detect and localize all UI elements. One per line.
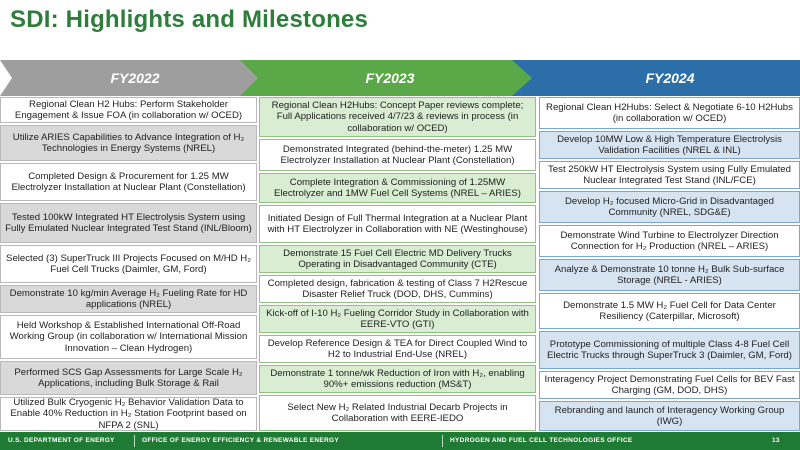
fy2023-item: Complete Integration & Commissioning of 1.25MW Electrolyzer and 1MW Fuel Cell Systems (NREL – ARIES) — [259, 173, 536, 203]
fy2024-item: Regional Clean H2Hubs: Select & Negotiate 6-10 H2Hubs (in collaboration w/ OCED) — [539, 97, 800, 129]
footer-divider — [442, 435, 443, 447]
fy2023-label: FY2023 — [365, 70, 415, 86]
fy2023-item: Regional Clean H2Hubs: Concept Paper reviews complete; Full Applications received 4/7/23 & reviews in process (in collaboration w/ OCED) — [259, 97, 536, 137]
fy2024-item: Demonstrate 1.5 MW H₂ Fuel Cell for Data Center Resiliency (Caterpillar, Microsoft) — [539, 293, 800, 329]
fy2022-item: Utilize ARIES Capabilities to Advance Integration of H₂ Technologies in Energy Systems (NREL) — [0, 125, 257, 161]
fy2022-item: Regional Clean H2 Hubs: Perform Stakeholder Engagement & Issue FOA (in collaboration w/ OCED) — [0, 97, 257, 123]
fy2022-item: Utilized Bulk Cryogenic H₂ Behavior Validation Data to Enable 40% Reduction in H₂ Station Footprint based on NFPA 2 (SNL) — [0, 397, 257, 431]
fy2023-item: Select New H₂ Related Industrial Decarb Projects in Collaboration with EERE-IEDO — [259, 395, 536, 431]
page-title: SDI: Highlights and Milestones — [10, 6, 369, 33]
fy2022-item: Completed Design & Procurement for 1.25 MW Electrolyzer Installation at Nuclear Plant (Constellation) — [0, 163, 257, 201]
fy2023-item: Demonstrated Integrated (behind-the-meter) 1.25 MW Electrolyzer Installation at Nuclear Plant (Constellation) — [259, 139, 536, 171]
fiscal-year-timeline — [0, 60, 800, 96]
fy2023-item: Kick-off of I-10 H₂ Fueling Corridor Study in Collaboration with EERE-VTO (GTI) — [259, 305, 536, 333]
fy2022-item: Selected (3) SuperTruck III Projects Focused on M/HD H₂ Fuel Cell Trucks (Daimler, GM, Ford) — [0, 245, 257, 283]
fy2022-item: Performed SCS Gap Assessments for Large Scale H₂ Applications, including Bulk Storage & Rail — [0, 361, 257, 395]
fy2022-label: FY2022 — [110, 70, 160, 86]
fy2023-item: Develop Reference Design & TEA for Direct Coupled Wind to H2 to Industrial End-Use (NREL) — [259, 335, 536, 363]
fy2024-item: Rebranding and launch of Interagency Working Group (IWG) — [539, 401, 800, 431]
fy2024-item: Prototype Commissioning of multiple Class 4-8 Fuel Cell Electric Trucks through SuperTruck 3 (Daimler, GM, Ford) — [539, 331, 800, 369]
fy2023-item: Demonstrate 15 Fuel Cell Electric MD Delivery Trucks Operating in Disadvantaged Community (CTE) — [259, 245, 536, 273]
fy2024-item: Develop H₂ focused Micro-Grid in Disadvantaged Community (NREL, SDG&E) — [539, 191, 800, 223]
footer-bar — [0, 432, 800, 450]
fy2024-item: Develop 10MW Low & High Temperature Electrolysis Validation Facilities (NREL & INL) — [539, 131, 800, 159]
footer-office: OFFICE OF ENERGY EFFICIENCY & RENEWABLE ENERGY — [142, 437, 340, 444]
fy2023-item: Demonstrate 1 tonne/wk Reduction of Iron with H₂, enabling 90%+ emissions reduction (MS&T) — [259, 365, 536, 393]
fy2022-item: Tested 100kW Integrated HT Electrolysis System using Fully Emulated Nuclear Integrated Test Stand (INL/Bloom) — [0, 203, 257, 243]
fy2022-item: Demonstrate 10 kg/min Average H₂ Fueling Rate for HD applications (NREL) — [0, 285, 257, 313]
page-number: 13 — [772, 437, 780, 444]
fy2023-item: Initiated Design of Full Thermal Integration at a Nuclear Plant with HT Electrolyzer in Collaboration with NE (Westinghouse) — [259, 205, 536, 243]
footer-department: U.S. DEPARTMENT OF ENERGY — [8, 437, 115, 444]
fy2022-item: Held Workshop & Established International Off-Road Working Group (in collaboration w/ International Mission Innovation – Clean Hydrogen) — [0, 315, 257, 359]
fy2024-item: Interagency Project Demonstrating Fuel Cells for BEV Fast Charging (GM, DOD, DHS) — [539, 371, 800, 399]
fy2024-item: Test 250kW HT Electrolysis System using Fully Emulated Nuclear Integrated Test Stand (INL/FCE) — [539, 161, 800, 189]
footer-program: HYDROGEN AND FUEL CELL TECHNOLOGIES OFFICE — [450, 437, 633, 444]
fy2023-item: Completed design, fabrication & testing of Class 7 H2Rescue Disaster Relief Truck (DOD, DHS, Cummins) — [259, 275, 536, 303]
fy2024-item: Analyze & Demonstrate 10 tonne H₂ Bulk Sub-surface Storage (NREL - ARIES) — [539, 259, 800, 291]
footer-divider — [134, 435, 135, 447]
fy2024-item: Demonstrate Wind Turbine to Electrolyzer Direction Connection for H₂ Production (NREL – ARIES) — [539, 225, 800, 257]
fy2024-label: FY2024 — [645, 70, 695, 86]
